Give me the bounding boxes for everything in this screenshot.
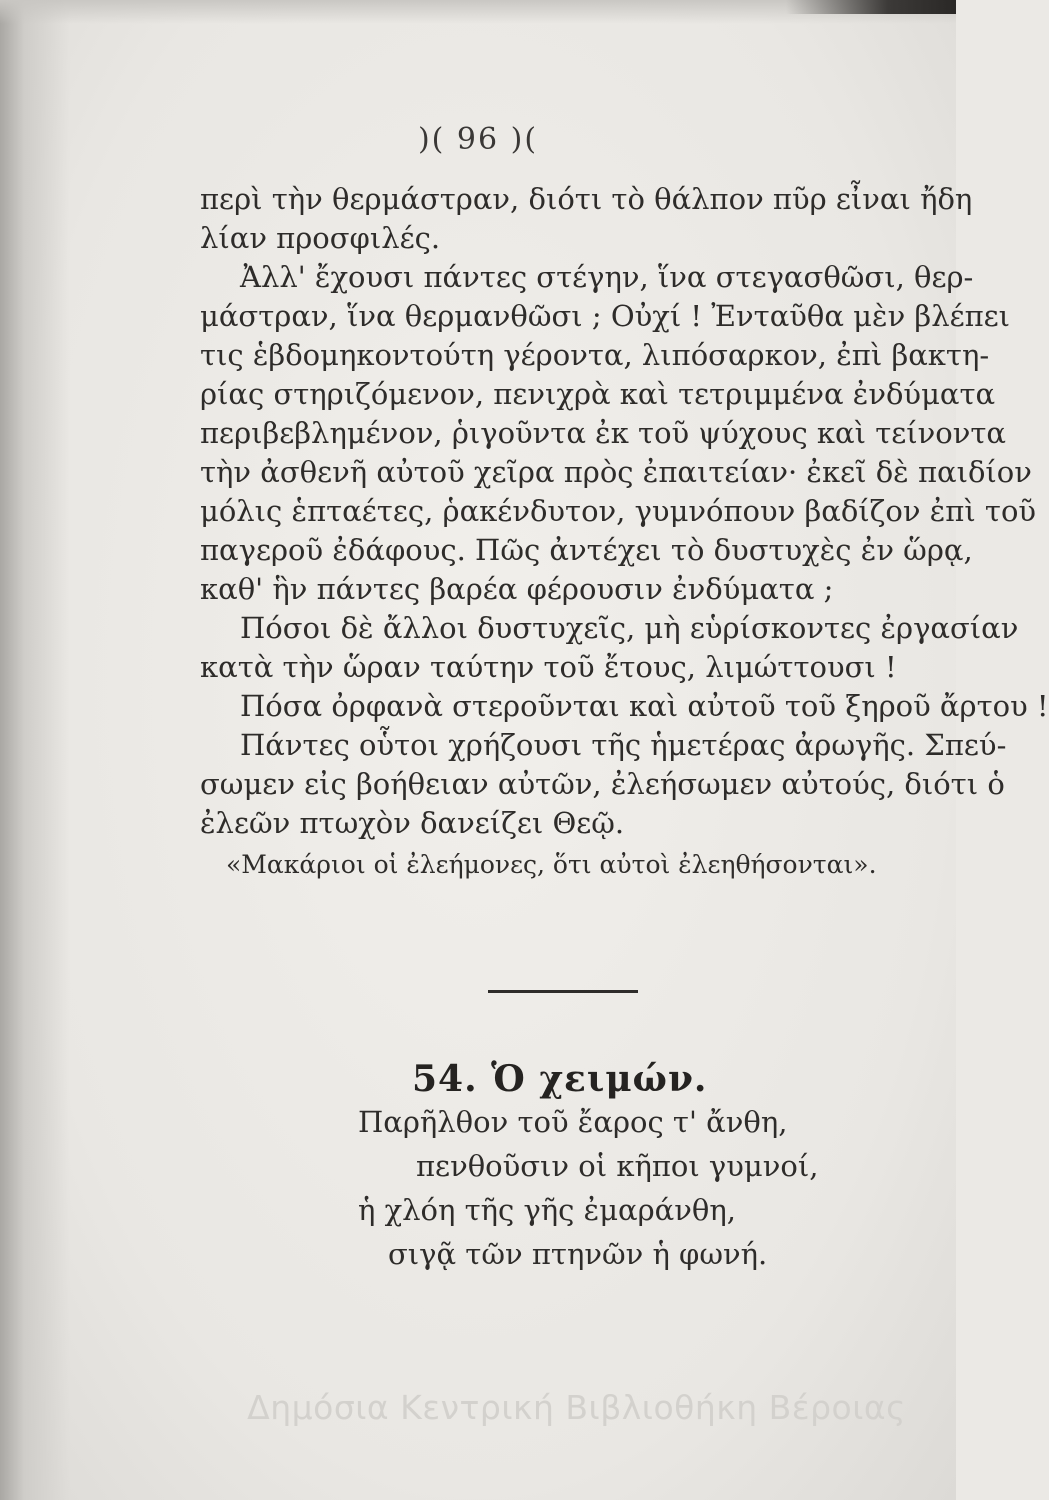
text-line: κατὰ τὴν ὥραν ταύτην τοῦ ἔτους, λιμώττουσι ! [200,650,897,684]
text-line: μόλις ἑπταέτες, ῥακένδυτον, γυμνόπουν βαδίζον ἐπὶ τοῦ [200,494,1037,528]
text-line: Ἀλλ' ἔχουσι πάντες στέγην, ἵνα στεγασθῶσι, θερ- [240,260,974,294]
text-line: μάστραν, ἵνα θερμανθῶσι ; Οὐχί ! Ἐνταῦθα μὲν βλέπει [200,299,1011,333]
poem-line: σιγᾷ τῶν πτηνῶν ἡ φωνή. [388,1237,768,1271]
quotation: «Μακάριοι οἱ ἐλεήμονες, ὅτι αὐτοὶ ἐλεηθήσονται». [226,850,877,879]
text-line: καθ' ἣν πάντες βαρέα φέρουσιν ἐνδύματα ; [200,572,834,606]
text-line: ρίας στηριζόμενον, πενιχρὰ καὶ τετριμμένα ἐνδύματα [200,377,996,411]
poem-line: πενθοῦσιν οἱ κῆποι γυμνοί, [416,1149,819,1183]
library-watermark: Δημόσια Κεντρική Βιβλιοθήκη Βέροιας [247,1388,906,1427]
poem-line: Παρῆλθον τοῦ ἔαρος τ' ἄνθη, [358,1105,788,1139]
section-divider [488,990,638,993]
page-number: )( 96 )( [417,122,539,157]
body-text [200,180,1049,884]
text-line: περιβεβλημένον, ῥιγοῦντα ἐκ τοῦ ψύχους καὶ τείνοντα [200,416,1006,450]
text-line: λίαν προσφιλές. [200,221,441,255]
text-line: παγεροῦ ἐδάφους. Πῶς ἀντέχει τὸ δυστυχὲς ἐν ὥρᾳ, [200,533,973,567]
text-line: τις ἑβδομηκοντούτη γέροντα, λιπόσαρκον, ἐπὶ βακτη- [200,338,990,372]
scan-corner-edge [786,0,956,14]
text-line: ἐλεῶν πτωχὸν δανείζει Θεῷ. [200,806,625,840]
poem-line: ἡ χλόη τῆς γῆς ἐμαράνθη, [358,1193,736,1227]
binding-shadow [0,0,70,1500]
text-line: Πόσα ὀρφανὰ στεροῦνται καὶ αὐτοῦ τοῦ ξηροῦ ἄρτου ! [240,689,1049,723]
text-line: τὴν ἀσθενῆ αὐτοῦ χεῖρα πρὸς ἐπαιτείαν· ἐκεῖ δὲ παιδίον [200,455,1032,489]
poem [358,1100,818,1276]
poem-title: 54. Ὁ χειμών. [412,1058,708,1100]
text-line: Πόσοι δὲ ἄλλοι δυστυχεῖς, μὴ εὑρίσκοντες ἐργασίαν [240,611,1019,645]
text-line: σωμεν εἰς βοήθειαν αὐτῶν, ἐλεήσωμεν αὐτούς, διότι ὁ [200,767,1005,801]
text-line: περὶ τὴν θερμάστραν, διότι τὸ θάλπον πῦρ εἶναι ἤδη [200,182,973,216]
text-line: Πάντες οὗτοι χρήζουσι τῆς ἡμετέρας ἀρωγῆς. Σπεύ- [240,728,1007,762]
